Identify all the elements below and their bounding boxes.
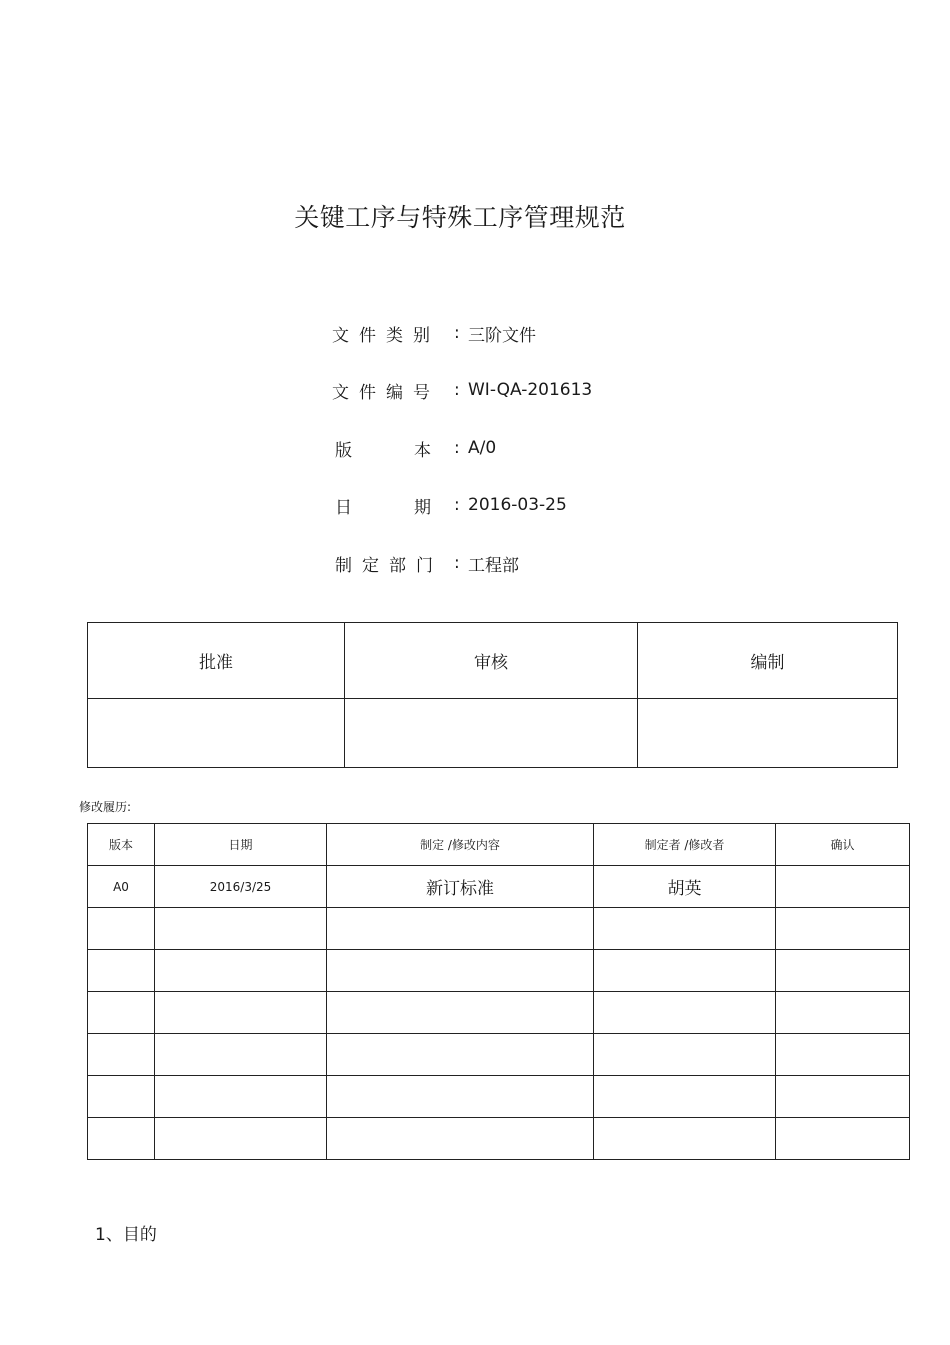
content-column-header: 制定 /修改内容 xyxy=(327,824,594,866)
table-row xyxy=(88,908,910,950)
approve-signature-cell xyxy=(88,699,345,768)
author-cell xyxy=(594,950,776,992)
revision-history-table xyxy=(87,823,910,1160)
department-label: 制定部门 xyxy=(335,555,443,576)
author-cell xyxy=(594,1118,776,1160)
author-cell: 胡英 xyxy=(594,866,776,908)
category-label: 文件类别 xyxy=(332,325,440,346)
meta-row-number xyxy=(332,378,592,402)
version-label xyxy=(332,436,431,461)
approve-header: 批准 xyxy=(88,623,345,699)
history-header-row xyxy=(88,824,910,866)
approval-header-row xyxy=(88,623,898,699)
version-value: A/0 xyxy=(468,438,497,458)
version-cell xyxy=(88,1118,155,1160)
number-label: 文件编号 xyxy=(332,382,440,403)
version-cell xyxy=(88,950,155,992)
confirm-cell xyxy=(776,1118,910,1160)
date-cell xyxy=(155,1118,327,1160)
table-row xyxy=(88,1034,910,1076)
content-cell xyxy=(327,992,594,1034)
meta-row-category xyxy=(332,321,536,345)
date-cell xyxy=(155,1034,327,1076)
approval-table xyxy=(87,622,898,768)
colon: : xyxy=(454,380,460,400)
meta-row-date xyxy=(332,493,567,517)
version-label-first: 版 xyxy=(335,440,352,461)
author-column-header: 制定者 /修改者 xyxy=(594,824,776,866)
date-label-second: 期 xyxy=(414,497,431,518)
meta-row-department xyxy=(332,551,519,575)
version-label-second: 本 xyxy=(414,440,431,461)
content-cell xyxy=(327,1118,594,1160)
version-cell xyxy=(88,1076,155,1118)
table-row xyxy=(88,1118,910,1160)
history-caption: 修改履历: xyxy=(79,800,132,814)
date-label-first: 日 xyxy=(335,497,352,518)
section-heading-purpose: 1、目的 xyxy=(95,1225,157,1245)
content-cell xyxy=(327,1076,594,1118)
content-cell xyxy=(327,1034,594,1076)
version-cell xyxy=(88,908,155,950)
table-row xyxy=(88,1076,910,1118)
table-row xyxy=(88,866,910,908)
review-signature-cell xyxy=(345,699,638,768)
version-cell xyxy=(88,992,155,1034)
colon: : xyxy=(454,323,460,343)
table-row xyxy=(88,950,910,992)
confirm-cell xyxy=(776,992,910,1034)
colon: : xyxy=(454,438,460,458)
colon: : xyxy=(454,553,460,573)
date-value: 2016-03-25 xyxy=(468,495,567,515)
review-header: 审核 xyxy=(345,623,638,699)
confirm-cell xyxy=(776,866,910,908)
number-value: WI-QA-201613 xyxy=(468,380,593,400)
date-label xyxy=(332,493,431,518)
content-cell xyxy=(327,908,594,950)
confirm-cell xyxy=(776,1034,910,1076)
prepare-header: 编制 xyxy=(638,623,898,699)
meta-row-version xyxy=(332,436,496,460)
version-cell: A0 xyxy=(88,866,155,908)
author-cell xyxy=(594,908,776,950)
document-title: 关键工序与特殊工序管理规范 xyxy=(294,203,626,232)
table-row xyxy=(88,992,910,1034)
confirm-column-header: 确认 xyxy=(776,824,910,866)
author-cell xyxy=(594,1076,776,1118)
version-column-header: 版本 xyxy=(88,824,155,866)
date-cell xyxy=(155,950,327,992)
content-cell: 新订标准 xyxy=(327,866,594,908)
date-cell xyxy=(155,908,327,950)
version-cell xyxy=(88,1034,155,1076)
confirm-cell xyxy=(776,950,910,992)
date-column-header: 日期 xyxy=(155,824,327,866)
prepare-signature-cell xyxy=(638,699,898,768)
confirm-cell xyxy=(776,1076,910,1118)
author-cell xyxy=(594,1034,776,1076)
content-cell xyxy=(327,950,594,992)
department-value: 工程部 xyxy=(468,555,519,576)
date-cell: 2016/3/25 xyxy=(155,866,327,908)
confirm-cell xyxy=(776,908,910,950)
colon: : xyxy=(454,495,460,515)
approval-signature-row xyxy=(88,699,898,768)
date-cell xyxy=(155,992,327,1034)
category-value: 三阶文件 xyxy=(468,325,536,346)
author-cell xyxy=(594,992,776,1034)
date-cell xyxy=(155,1076,327,1118)
